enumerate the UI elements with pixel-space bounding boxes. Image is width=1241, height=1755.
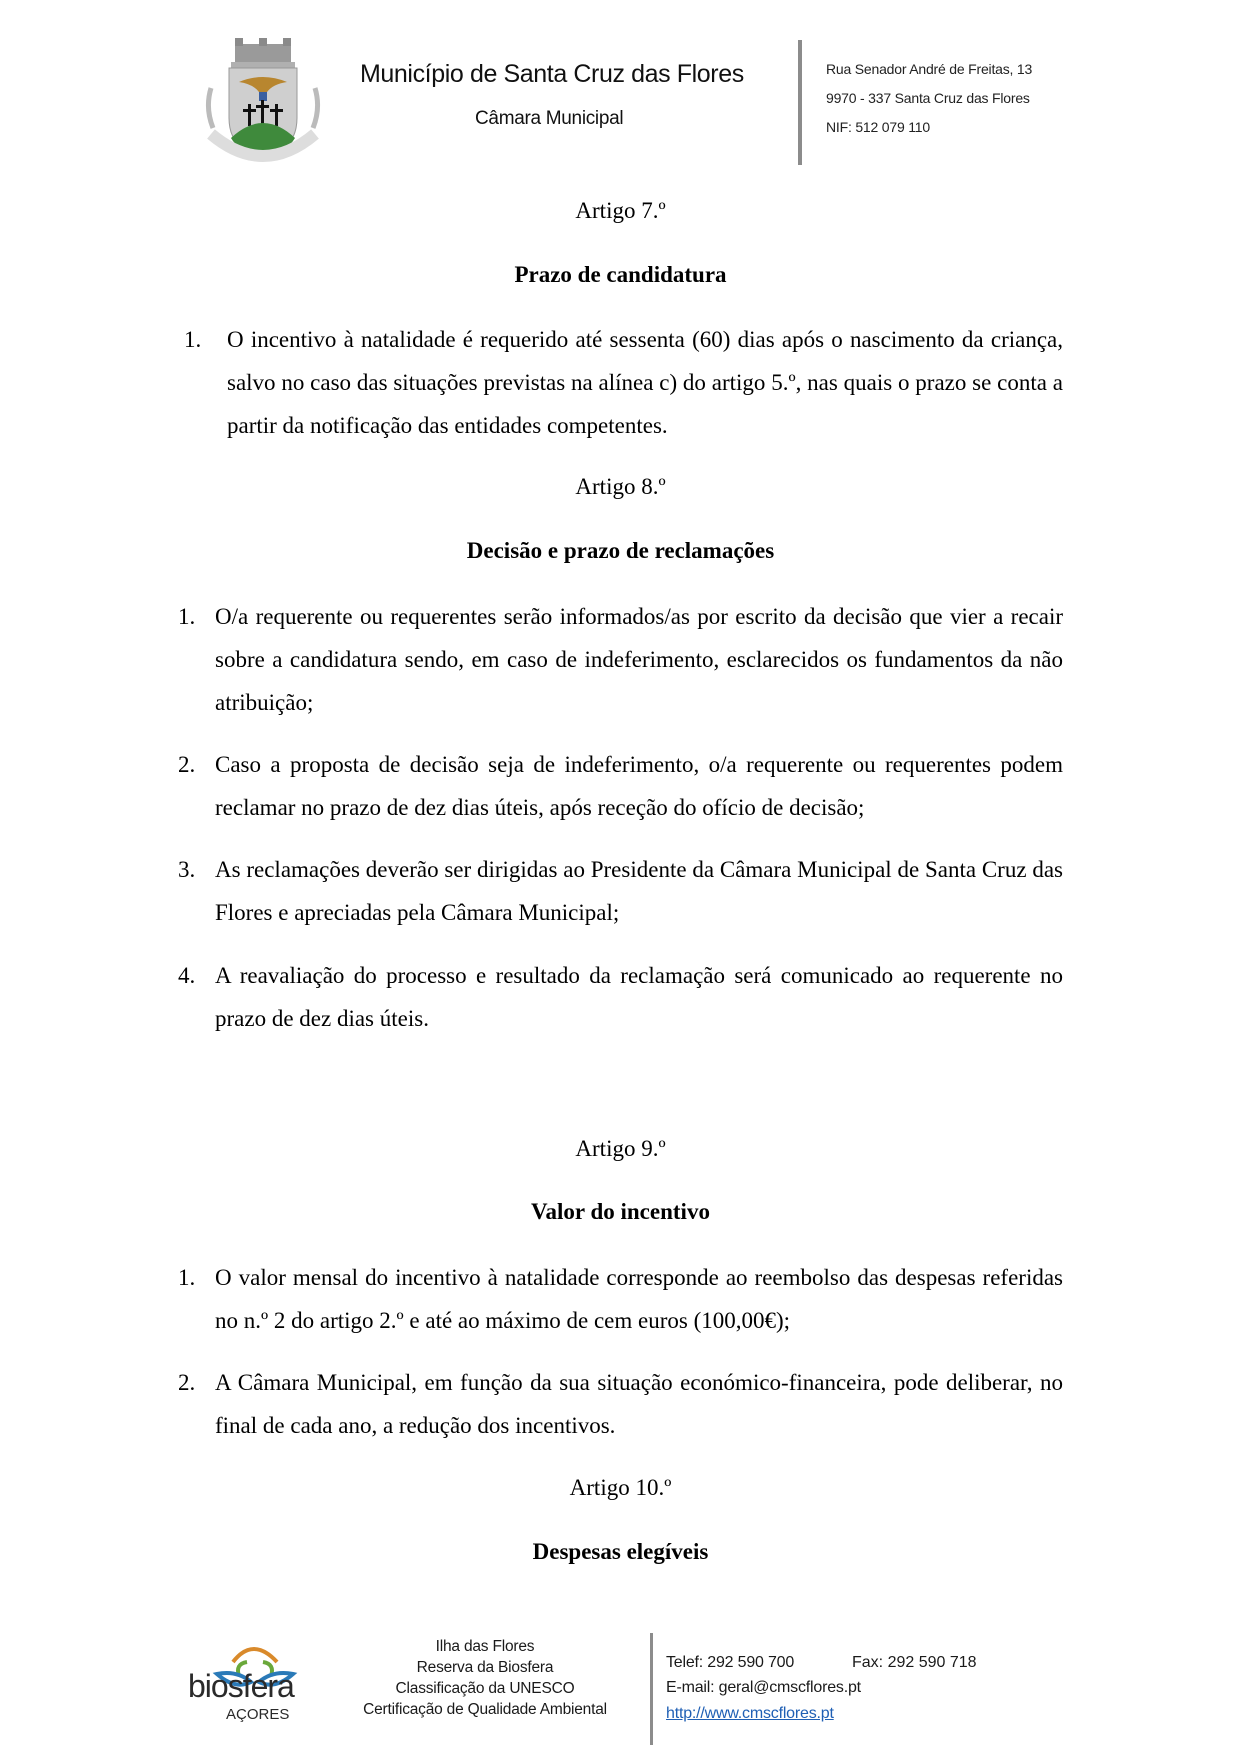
- footer-line: Classificação da UNESCO: [395, 1680, 575, 1697]
- footer-email: E-mail: geral@cmscflores.pt: [666, 1679, 861, 1696]
- footer-line: Certificação de Qualidade Ambiental: [363, 1701, 607, 1718]
- article-8-item-2: [178, 743, 1063, 829]
- item-number: 1.: [178, 604, 196, 629]
- municipality-subtitle: Câmara Municipal: [475, 108, 624, 129]
- article-10-title: Despesas elegíveis: [532, 1539, 709, 1564]
- footer-fax: Fax: 292 590 718: [852, 1654, 977, 1671]
- item-text: A reavaliação do processo e resultado da reclamação será comunicado ao requerente no prazo de dez dias úteis.: [215, 963, 1063, 1031]
- article-9-item-2: [178, 1361, 1063, 1447]
- website-link-text[interactable]: http://www.cmscflores.pt: [666, 1705, 834, 1722]
- item-text: O incentivo à natalidade é requerido até sessenta (60) dias após o nascimento da criança, salvo no caso das situações previstas na alínea c) do artigo 5.º, nas quais o prazo se conta a partir da notificação das entidades competentes.: [227, 327, 1063, 438]
- footer-divider: [650, 1633, 653, 1745]
- item-number: 2.: [178, 752, 196, 777]
- footer-website-link[interactable]: [666, 1705, 834, 1723]
- article-9-item-1: [178, 1256, 1063, 1342]
- article-10-number: Artigo 10.º: [569, 1475, 672, 1500]
- footer-certifications: [335, 1636, 635, 1720]
- address-nif: NIF: 512 079 110: [826, 119, 930, 135]
- item-text: Caso a proposta de decisão seja de indeferimento, o/a requerente ou requerentes podem reclamar no prazo de dez dias úteis, após receção do ofício de decisão;: [215, 752, 1063, 820]
- footer-phone: Telef: 292 590 700: [666, 1654, 795, 1671]
- address-postal: 9970 - 337 Santa Cruz das Flores: [826, 90, 1030, 106]
- article-7-title: Prazo de candidatura: [514, 262, 727, 287]
- item-number: 3.: [178, 857, 196, 882]
- article-7-item-1: [184, 318, 1063, 447]
- item-text: O valor mensal do incentivo à natalidade corresponde ao reembolso das despesas referidas no n.º 2 do artigo 2.º e até ao máximo de cem euros (100,00€);: [215, 1265, 1063, 1333]
- letterhead: [0, 0, 1241, 180]
- article-8-item-3: [178, 848, 1063, 934]
- article-7-number: Artigo 7.º: [575, 198, 666, 223]
- article-8-item-4: [178, 954, 1063, 1040]
- biosfera-wordmark: biosfera: [188, 1668, 294, 1704]
- address-street: Rua Senador André de Freitas, 13: [826, 61, 1033, 77]
- article-8-number: Artigo 8.º: [575, 474, 666, 499]
- biosfera-region: AÇORES: [226, 1706, 290, 1723]
- municipal-crest-icon: [197, 38, 329, 170]
- municipality-name: Município de Santa Cruz das Flores: [360, 60, 744, 88]
- item-number: 1.: [178, 1265, 196, 1290]
- item-text: As reclamações deverão ser dirigidas ao Presidente da Câmara Municipal de Santa Cruz das Flores e apreciadas pela Câmara Municipal;: [215, 857, 1063, 925]
- article-8-item-1: [178, 595, 1063, 724]
- header-divider: [798, 40, 802, 165]
- item-number: 2.: [178, 1370, 196, 1395]
- article-8-title: Decisão e prazo de reclamações: [466, 538, 775, 563]
- article-9-number: Artigo 9.º: [575, 1136, 666, 1161]
- item-number: 1.: [184, 327, 202, 352]
- item-text: A Câmara Municipal, em função da sua situação económico-financeira, pode deliberar, no final de cada ano, a redução dos incentivos.: [215, 1370, 1063, 1438]
- footer-line: Reserva da Biosfera: [416, 1659, 554, 1676]
- item-text: O/a requerente ou requerentes serão informados/as por escrito da decisão que vier a recair sobre a candidatura sendo, em caso de indeferimento, esclarecidos os fundamentos da não atribuição;: [215, 604, 1063, 715]
- item-number: 4.: [178, 963, 196, 988]
- article-9-title: Valor do incentivo: [531, 1199, 710, 1224]
- footer-line: Ilha das Flores: [435, 1638, 535, 1655]
